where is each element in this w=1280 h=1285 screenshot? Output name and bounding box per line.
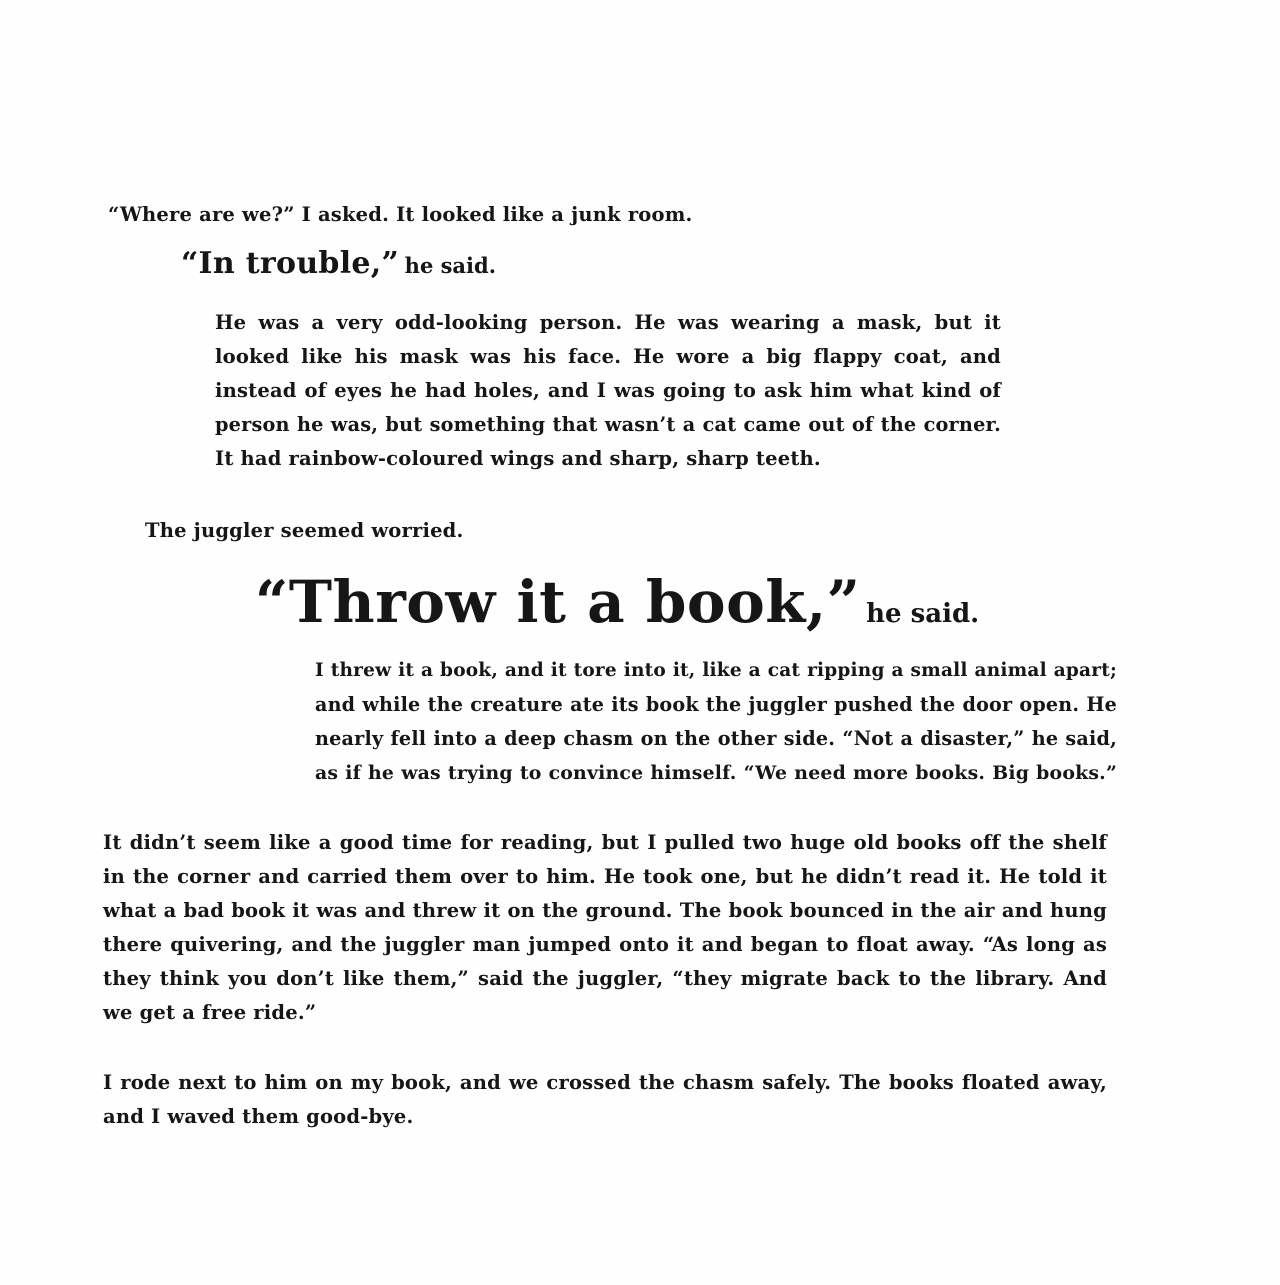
quote-throw-it-a-book: “Throw it a book,”	[255, 568, 861, 636]
text-line: I threw it a book, and it tore into it, like a cat ripping a small animal apart;	[315, 660, 1117, 681]
text-line: looked like his mask was his face. He wore a big flappy coat, and	[215, 345, 1001, 368]
text-line: there quivering, and the juggler man jumped onto it and began to float away. “As long as	[103, 933, 1107, 956]
speech-tag: he said.	[404, 253, 497, 278]
paragraph-odd-looking-person	[215, 306, 1001, 476]
paragraph-threw-a-book	[315, 654, 1117, 790]
text-line: person he was, but something that wasn’t a cat came out of the corner.	[215, 413, 1001, 436]
text-line: and I waved them good-bye.	[103, 1105, 414, 1128]
text-line: what a bad book it was and threw it on the ground. The book bounced in the air and hung	[103, 899, 1107, 922]
text-line: instead of eyes he had holes, and I was going to ask him what kind of	[215, 379, 1001, 402]
dialog-in-trouble	[181, 246, 496, 281]
paragraph-crossed-chasm	[103, 1066, 1107, 1134]
intro-line: “Where are we?” I asked. It looked like a junk room.	[108, 203, 693, 226]
text-line: I rode next to him on my book, and we crossed the chasm safely. The books floated away,	[103, 1071, 1107, 1094]
text-line: nearly fell into a deep chasm on the other side. “Not a disaster,” he said,	[315, 727, 1117, 750]
text-line: in the corner and carried them over to him. He took one, but he didn’t read it. He told it	[103, 865, 1107, 888]
dialog-throw-it-a-book	[255, 568, 979, 636]
text-line: they think you don’t like them,” said the juggler, “they migrate back to the library. And	[103, 967, 1107, 990]
speech-tag: he said.	[866, 599, 980, 629]
text-line: and while the creature ate its book the juggler pushed the door open. He	[315, 693, 1117, 716]
text-line: It had rainbow-coloured wings and sharp, sharp teeth.	[215, 447, 821, 470]
paragraph-huge-old-books	[103, 826, 1107, 1030]
text-line: we get a free ride.”	[103, 1001, 317, 1024]
text-line: He was a very odd-looking person. He was wearing a mask, but it	[215, 311, 1001, 334]
text-line: as if he was trying to convince himself. “We need more books. Big books.”	[315, 762, 1117, 784]
juggler-worried-line: The juggler seemed worried.	[145, 519, 464, 542]
text-line: It didn’t seem like a good time for reading, but I pulled two huge old books off the shelf	[103, 831, 1107, 854]
quote-in-trouble: “In trouble,”	[181, 246, 400, 281]
